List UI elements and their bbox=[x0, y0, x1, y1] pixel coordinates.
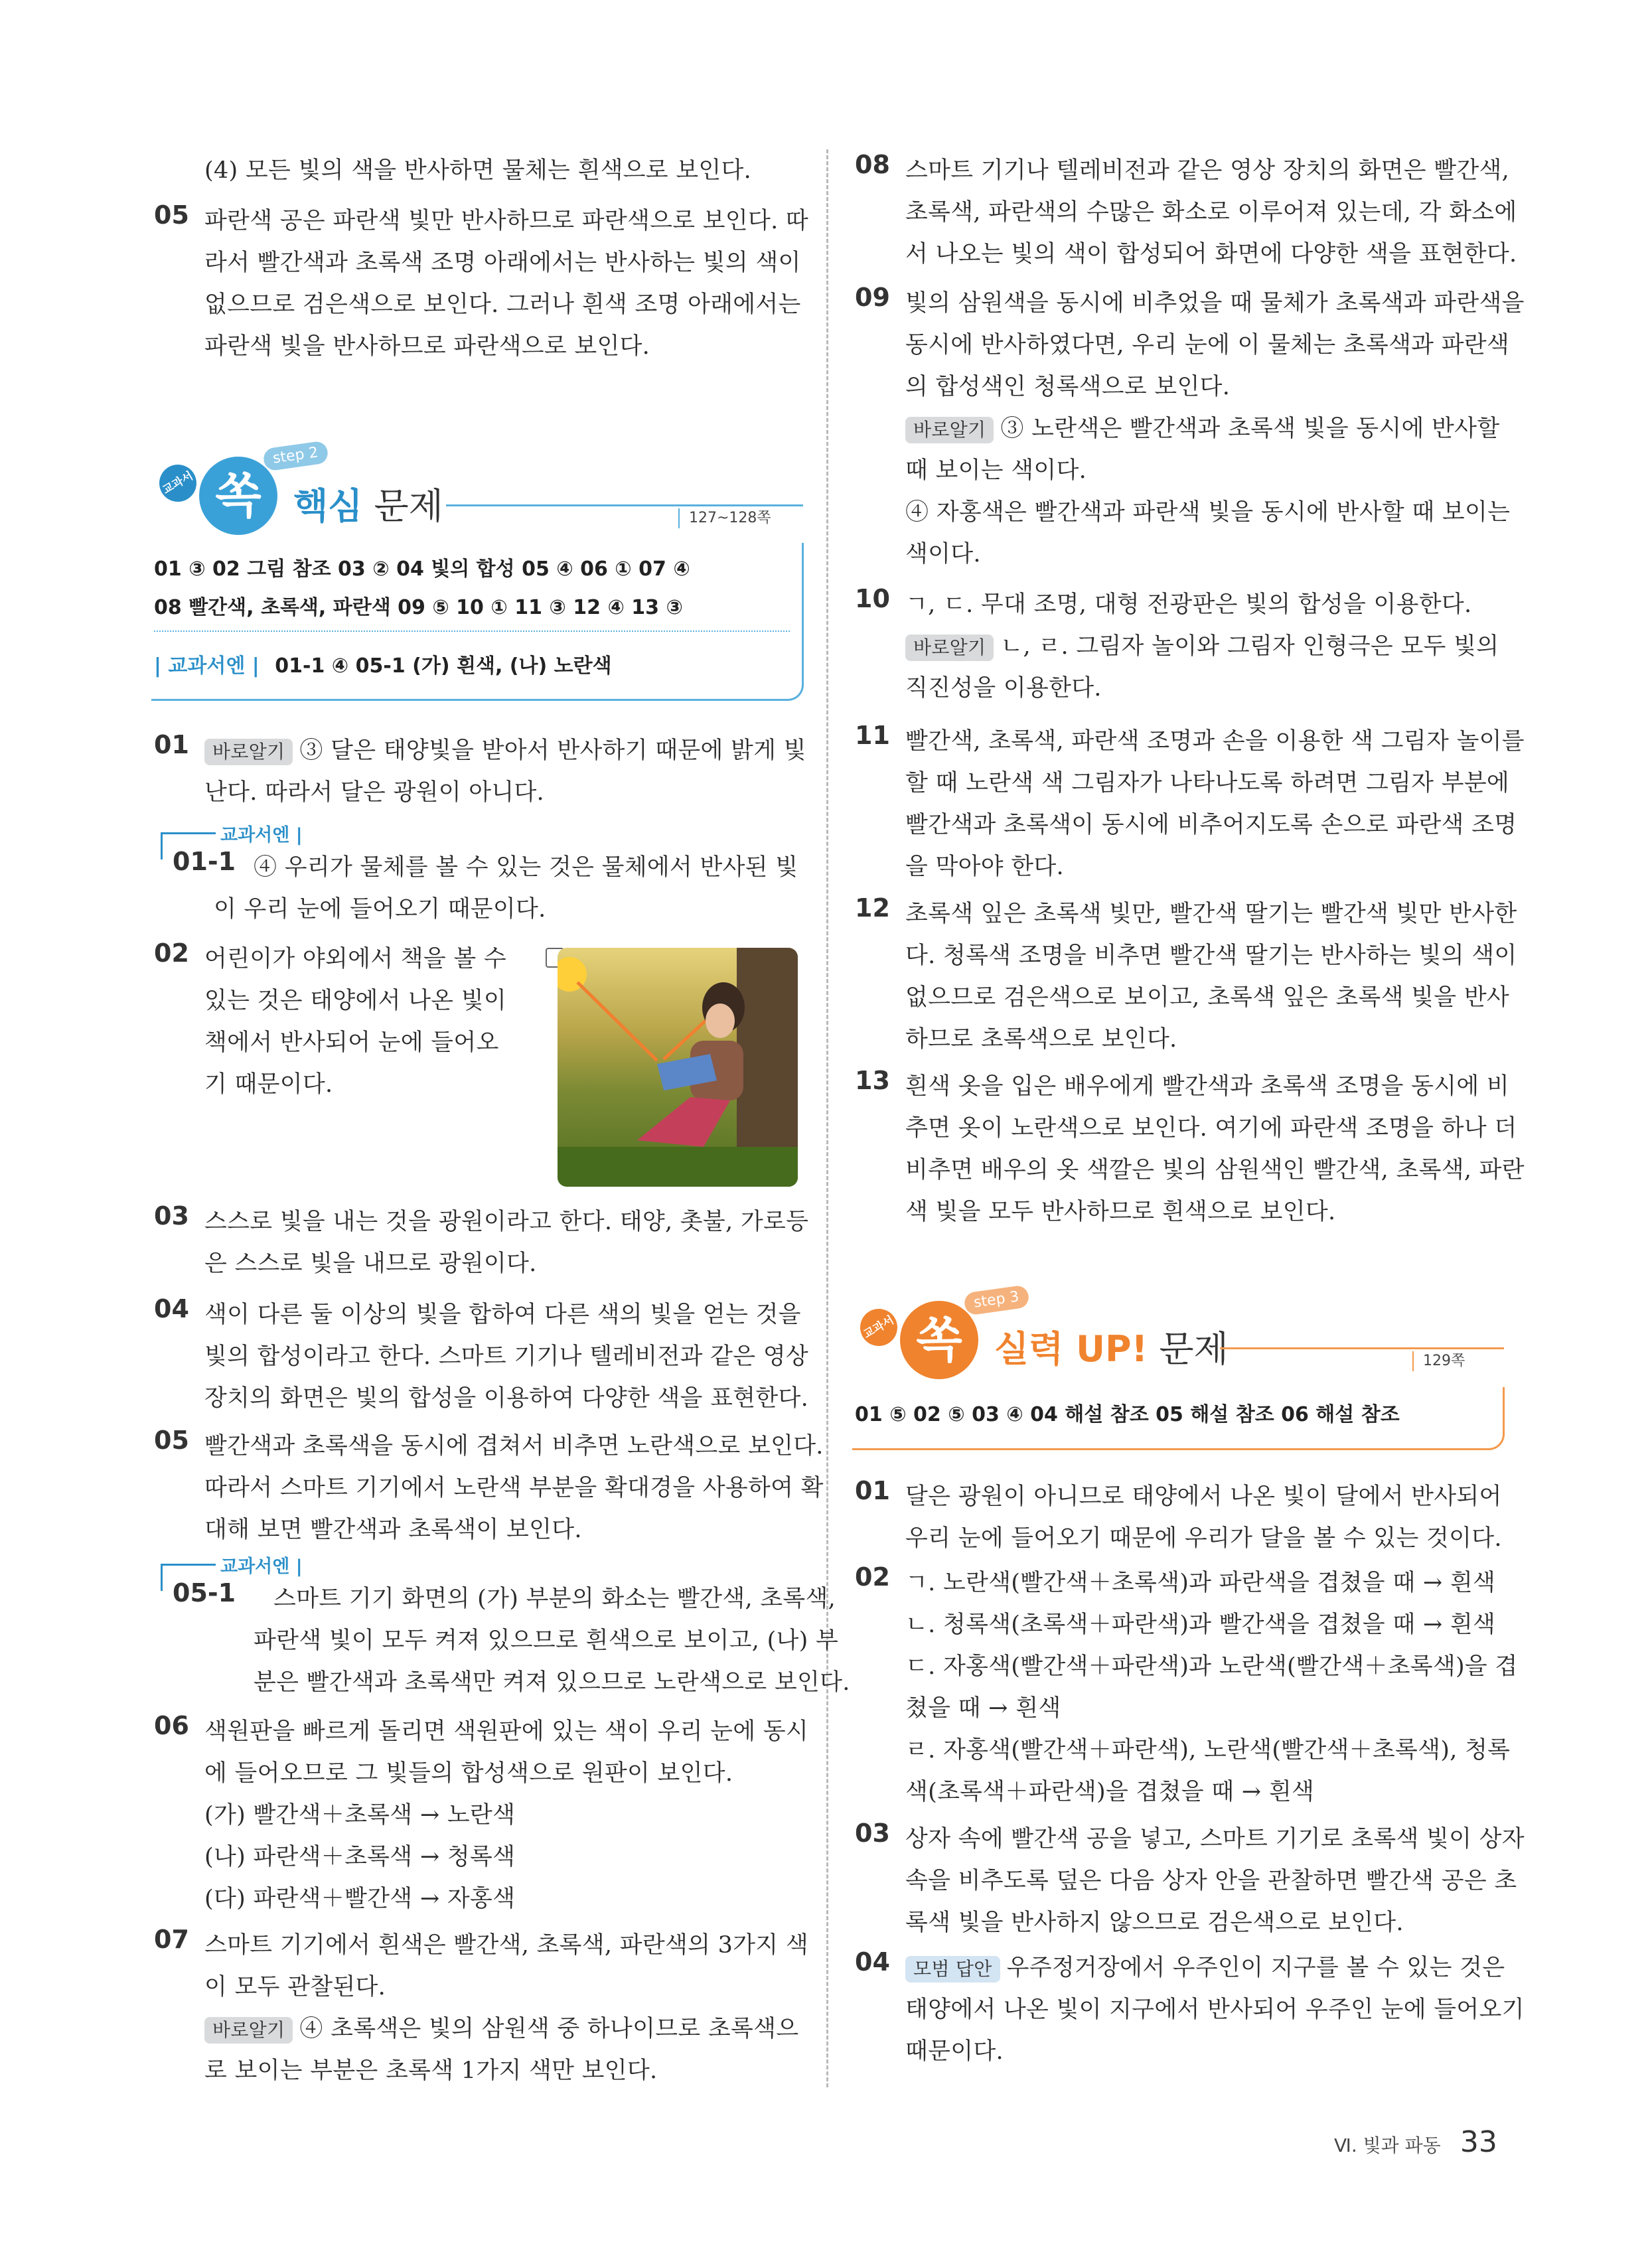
line: 빛의 삼원색을 동시에 비추었을 때 물체가 초록색과 파란색을 bbox=[905, 290, 1525, 317]
core-answer-box bbox=[151, 543, 804, 701]
line: 파란색 공은 파란색 빛만 반사하므로 파란색으로 보인다. 따 bbox=[204, 208, 809, 234]
sub-tag: 교과서엔 | bbox=[220, 1556, 303, 1577]
line: (4) 모든 빛의 색을 반사하면 물체는 흰색으로 보인다. bbox=[204, 157, 752, 184]
answer-number: 04 bbox=[855, 1947, 890, 1977]
textbook-badge bbox=[854, 1302, 904, 1353]
line: (나) 파란색＋초록색 → 청록색 bbox=[204, 1844, 516, 1870]
page-number: 33 bbox=[1460, 2125, 1497, 2159]
answer-01 bbox=[154, 730, 806, 814]
advanced-answer-box bbox=[852, 1387, 1505, 1450]
line: 스마트 기기 화면의 (가) 부분의 화소는 빨간색, 초록색, bbox=[273, 1586, 836, 1612]
correction-badge: 바로알기 bbox=[204, 739, 293, 765]
line: ④ 자홍색은 빨간색과 파란색 빛을 동시에 반사할 때 보이는 bbox=[905, 499, 1511, 526]
line: 속을 비추도록 덮은 다음 상자 안을 관찰하면 빨간색 공은 초 bbox=[905, 1868, 1517, 1894]
line: ㄱ. 노란색(빨간색＋초록색)과 파란색을 겹쳤을 때 → 흰색 bbox=[905, 1570, 1496, 1596]
title-rule bbox=[446, 504, 803, 506]
step-label: step 3 bbox=[972, 1288, 1020, 1311]
step-pill bbox=[262, 440, 329, 471]
grass bbox=[558, 1147, 798, 1187]
line: 서 나오는 빛의 색이 합성되어 화면에 다양한 색을 표현한다. bbox=[905, 241, 1517, 267]
intro-line bbox=[154, 150, 796, 192]
box-title bbox=[293, 478, 443, 529]
line: 이 모두 관찰된다. bbox=[204, 1974, 386, 2000]
line: 색이 다른 둘 이상의 빛을 합하여 다른 색의 빛을 얻는 것을 bbox=[204, 1302, 801, 1328]
answer-number: 03 bbox=[154, 1201, 189, 1231]
correction-badge: 바로알기 bbox=[905, 417, 994, 443]
line: 없으므로 검은색으로 보이고, 초록색 잎은 초록색 빛을 반사 bbox=[905, 984, 1510, 1011]
title-strong: 실력 UP! bbox=[994, 1328, 1148, 1370]
line: 초록색, 파란색의 수많은 화소로 이루어져 있는데, 각 화소에 bbox=[905, 199, 1517, 226]
line: 할 때 노란색 색 그림자가 나타나도록 하려면 그림자 부분에 bbox=[905, 770, 1510, 796]
answer-05a bbox=[154, 200, 809, 368]
answer-05-1 bbox=[154, 1552, 850, 1704]
answer-number: 05-1 bbox=[173, 1578, 236, 1607]
line: ㄱ, ㄷ. 무대 조명, 대형 전광판은 빛의 합성을 이용한다. bbox=[905, 591, 1472, 618]
title-strong: 핵심 bbox=[293, 485, 363, 527]
answer-number: 01 bbox=[154, 730, 189, 759]
answer-number: 05 bbox=[154, 1426, 189, 1455]
answers-row-1: 01 ⑤ 02 ⑤ 03 ④ 04 해설 참조 05 해설 참조 06 해설 참조 bbox=[855, 1403, 1400, 1426]
line: 어린이가 야외에서 책을 볼 수 bbox=[204, 946, 507, 972]
answer-number: 13 bbox=[855, 1066, 890, 1095]
line: 이 우리 눈에 들어오기 때문이다. bbox=[214, 896, 546, 923]
answer-06 bbox=[154, 1711, 809, 1920]
answer-05 bbox=[154, 1426, 824, 1551]
answer-number: 05 bbox=[154, 200, 189, 230]
line-text: ③ 달은 태양빛을 받아서 반사하기 때문에 밝게 빛 bbox=[299, 737, 806, 764]
line bbox=[905, 626, 1497, 668]
sub-tag: 교과서엔 | bbox=[220, 825, 303, 846]
page-ref bbox=[678, 508, 771, 528]
line: 추면 옷이 노란색으로 보인다. 여기에 파란색 조명을 하나 더 bbox=[905, 1115, 1517, 1142]
answer-number: 01 bbox=[855, 1476, 890, 1505]
line: 은 스스로 빛을 내므로 광원이다. bbox=[204, 1250, 537, 1277]
line: 상자 속에 빨간색 공을 넣고, 스마트 기기로 초록색 빛이 상자 bbox=[905, 1826, 1525, 1852]
answer-09 bbox=[855, 283, 1525, 575]
line: 색이다. bbox=[905, 541, 981, 567]
answer-number: 02 bbox=[855, 1562, 890, 1592]
answer-number: 11 bbox=[855, 721, 890, 750]
extra-answers-text: 01-1 ④ 05-1 (가) 흰색, (나) 노란색 bbox=[275, 654, 612, 678]
line: ㄹ. 자홍색(빨간색＋파란색), 노란색(빨간색＋초록색), 청록 bbox=[905, 1737, 1511, 1763]
line: 대해 보면 빨간색과 초록색이 보인다. bbox=[204, 1517, 582, 1543]
line: 빨간색과 초록색을 동시에 겹쳐서 비추면 노란색으로 보인다. bbox=[204, 1433, 824, 1459]
line: 쳤을 때 → 흰색 bbox=[905, 1695, 1061, 1722]
title-rest: 문제 bbox=[1159, 1328, 1229, 1370]
line: 없으므로 검은색으로 보인다. 그러나 흰색 조명 아래에서는 bbox=[204, 291, 801, 318]
line: 스마트 기기나 텔레비전과 같은 영상 장치의 화면은 빨간색, bbox=[905, 157, 1510, 184]
line: 다. 청록색 조명을 비추면 빨간색 딸기는 반사하는 빛의 색이 bbox=[905, 942, 1517, 969]
line: 파란색 빛이 모두 켜져 있으므로 흰색으로 보이고, (나) 부 bbox=[254, 1627, 839, 1654]
extra-answers bbox=[154, 649, 612, 678]
line: 스마트 기기에서 흰색은 빨간색, 초록색, 파란색의 3가지 색 bbox=[204, 1932, 808, 1959]
line-text: ③ 노란색은 빨간색과 초록색 빛을 동시에 반사할 bbox=[1000, 415, 1500, 442]
answer-number: 12 bbox=[855, 893, 890, 923]
line: 로 보이는 부분은 초록색 1가지 색만 보인다. bbox=[204, 2057, 658, 2084]
step-label: step 2 bbox=[271, 444, 319, 467]
box-title bbox=[994, 1321, 1229, 1372]
answer-number: 10 bbox=[855, 584, 890, 613]
column-divider bbox=[826, 149, 828, 2087]
answer-10 bbox=[855, 584, 1497, 710]
line: (가) 빨간색＋초록색 → 노란색 bbox=[204, 1802, 516, 1829]
answer-number: 08 bbox=[855, 150, 890, 179]
line: 초록색 잎은 초록색 빛만, 빨간색 딸기는 빨간색 빛만 반사한 bbox=[905, 901, 1517, 927]
line: ㄴ. 청록색(초록색＋파란색)과 빨간색을 겹쳤을 때 → 흰색 bbox=[905, 1611, 1496, 1638]
line: 따라서 스마트 기기에서 노란색 부분을 확대경을 사용하여 확 bbox=[204, 1475, 824, 1501]
line bbox=[204, 2008, 799, 2050]
page-ref bbox=[1412, 1351, 1465, 1371]
line-text: ㄴ, ㄹ. 그림자 놀이와 그림자 인형극은 모두 빛의 bbox=[1000, 633, 1499, 660]
line: 빨간색과 초록색이 동시에 비추어지도록 손으로 파란색 조명 bbox=[905, 812, 1517, 838]
answer-13 bbox=[855, 1066, 1525, 1233]
answer-07 bbox=[154, 1925, 808, 2092]
page-ref-text: 127~128쪽 bbox=[689, 510, 771, 526]
line: 파란색 빛을 반사하므로 파란색으로 보인다. bbox=[204, 333, 650, 360]
line bbox=[905, 1947, 1505, 1989]
badge-text: 교과서 bbox=[160, 469, 196, 497]
line: 직진성을 이용한다. bbox=[905, 675, 1102, 702]
advanced-answer-02 bbox=[855, 1562, 1518, 1813]
answer-03 bbox=[154, 1201, 809, 1285]
line: 달은 광원이 아니므로 태양에서 나온 빛이 달에서 반사되어 bbox=[905, 1483, 1502, 1510]
answers-row-2: 08 빨간색, 초록색, 파란색 09 ⑤ 10 ① 11 ③ 12 ④ 13 ③ bbox=[154, 596, 683, 619]
advanced-answer-04 bbox=[855, 1947, 1525, 2073]
line: 동시에 반사하였다면, 우리 눈에 이 물체는 초록색과 파란색 bbox=[905, 332, 1510, 358]
line: 태양에서 나온 빛이 지구에서 반사되어 우주인 눈에 들어오기 bbox=[905, 1996, 1525, 2023]
line: 있는 것은 태양에서 나온 빛이 bbox=[204, 988, 507, 1014]
line: ④ 우리가 물체를 볼 수 있는 것은 물체에서 반사된 빛 bbox=[254, 854, 798, 881]
line bbox=[204, 730, 806, 772]
line: 흰색 옷을 입은 배우에게 빨간색과 초록색 조명을 동시에 비 bbox=[905, 1073, 1510, 1100]
answer-08 bbox=[855, 150, 1517, 275]
line: 기 때문이다. bbox=[204, 1071, 333, 1098]
line: 색원판을 빠르게 돌리면 색원판에 있는 색이 우리 눈에 동시 bbox=[204, 1718, 809, 1745]
child-reading-photo bbox=[558, 948, 798, 1187]
line: 스스로 빛을 내는 것을 광원이라고 한다. 태양, 촛불, 가로등 bbox=[204, 1209, 809, 1235]
answer-11 bbox=[855, 721, 1525, 888]
advanced-answer-03 bbox=[855, 1819, 1525, 1944]
chapter-label: Ⅵ. 빛과 파동 bbox=[1334, 2134, 1441, 2156]
line: (다) 파란색＋빨간색 → 자홍색 bbox=[204, 1886, 516, 1912]
advanced-answer-01 bbox=[855, 1476, 1502, 1560]
answer-number: 03 bbox=[855, 1819, 890, 1848]
answer-number: 09 bbox=[855, 283, 890, 312]
line: 색(초록색＋파란색)을 겹쳤을 때 → 흰색 bbox=[905, 1779, 1315, 1805]
title-rule bbox=[1220, 1347, 1504, 1349]
line: 책에서 반사되어 눈에 들어오 bbox=[204, 1029, 499, 1056]
badge-text: 교과서 bbox=[861, 1313, 897, 1341]
title-rest: 문제 bbox=[374, 485, 443, 527]
correction-badge: 바로알기 bbox=[204, 2017, 293, 2044]
answer-number: 04 bbox=[154, 1294, 189, 1323]
line: ㄷ. 자홍색(빨간색＋파란색)과 노란색(빨간색＋초록색)을 겹 bbox=[905, 1653, 1518, 1680]
line: 록색 빛을 반사하지 않으므로 검은색으로 보인다. bbox=[905, 1909, 1404, 1936]
line: 라서 빨간색과 초록색 조명 아래에서는 반사하는 빛의 색이 bbox=[204, 250, 801, 276]
line: 분은 빨간색과 초록색만 켜져 있으므로 노란색으로 보인다. bbox=[254, 1669, 850, 1696]
answer-number: 02 bbox=[154, 938, 189, 968]
line: 난다. 따라서 달은 광원이 아니다. bbox=[204, 779, 544, 806]
line: 빛의 합성이라고 한다. 스마트 기기나 텔레비전과 같은 영상 bbox=[204, 1343, 809, 1370]
child-legs bbox=[637, 1097, 730, 1147]
line: 에 들어오므로 그 빛들의 합성색으로 원판이 보인다. bbox=[204, 1760, 733, 1787]
advanced-problem-header bbox=[855, 1288, 1505, 1400]
answer-number: 07 bbox=[154, 1925, 189, 1954]
page-ref-text: 129쪽 bbox=[1423, 1353, 1465, 1369]
line: 빨간색, 초록색, 파란색 조명과 손을 이용한 색 그림자 놀이를 bbox=[905, 728, 1525, 755]
correction-badge: 바로알기 bbox=[905, 635, 994, 661]
answers-row-1: 01 ③ 02 그림 참조 03 ② 04 빛의 합성 05 ④ 06 ① 07 ④ bbox=[154, 558, 690, 581]
answer-01-1 bbox=[154, 820, 796, 931]
line: 우리 눈에 들어오기 때문에 우리가 달을 볼 수 있는 것이다. bbox=[905, 1525, 1502, 1552]
answer-number: 06 bbox=[154, 1711, 189, 1740]
model-answer-badge: 모범 답안 bbox=[905, 1956, 1000, 1982]
line: 의 합성색인 청록색으로 보인다. bbox=[905, 374, 1231, 400]
line-text: 우주정거장에서 우주인이 지구를 볼 수 있는 것은 bbox=[1006, 1955, 1505, 1981]
photo-illustration bbox=[558, 948, 798, 1187]
answer-04 bbox=[154, 1294, 809, 1420]
incident-ray bbox=[577, 982, 657, 1061]
extra-label: | 교과서엔 | bbox=[154, 654, 260, 678]
child-face bbox=[706, 1004, 735, 1038]
line: 을 막아야 한다. bbox=[905, 854, 1064, 880]
line: 때문이다. bbox=[905, 2038, 1004, 2065]
line bbox=[905, 408, 1500, 450]
line: 색 빛을 모두 반사하므로 흰색으로 보인다. bbox=[905, 1199, 1336, 1225]
answer-number: 01-1 bbox=[173, 847, 236, 876]
textbook-badge bbox=[153, 458, 203, 508]
line-text: ④ 초록색은 빛의 삼원색 중 하나이므로 초록색으 bbox=[299, 2016, 799, 2042]
line: 장치의 화면은 빛의 합성을 이용하여 다양한 색을 표현한다. bbox=[204, 1385, 809, 1412]
line: 때 보이는 색이다. bbox=[905, 457, 1087, 484]
page-footer bbox=[1334, 2125, 1497, 2159]
logo-char: 쏙 bbox=[916, 1312, 962, 1368]
ssok-logo bbox=[199, 457, 277, 535]
line: 비추면 배우의 옷 색깔은 빛의 삼원색인 빨간색, 초록색, 파란 bbox=[905, 1157, 1525, 1183]
dotted-rule bbox=[154, 631, 790, 632]
ssok-logo bbox=[900, 1301, 978, 1379]
logo-char: 쏙 bbox=[215, 468, 262, 524]
line: 하므로 초록색으로 보인다. bbox=[905, 1026, 1177, 1053]
answer-12 bbox=[855, 893, 1517, 1061]
step-pill bbox=[963, 1284, 1029, 1315]
